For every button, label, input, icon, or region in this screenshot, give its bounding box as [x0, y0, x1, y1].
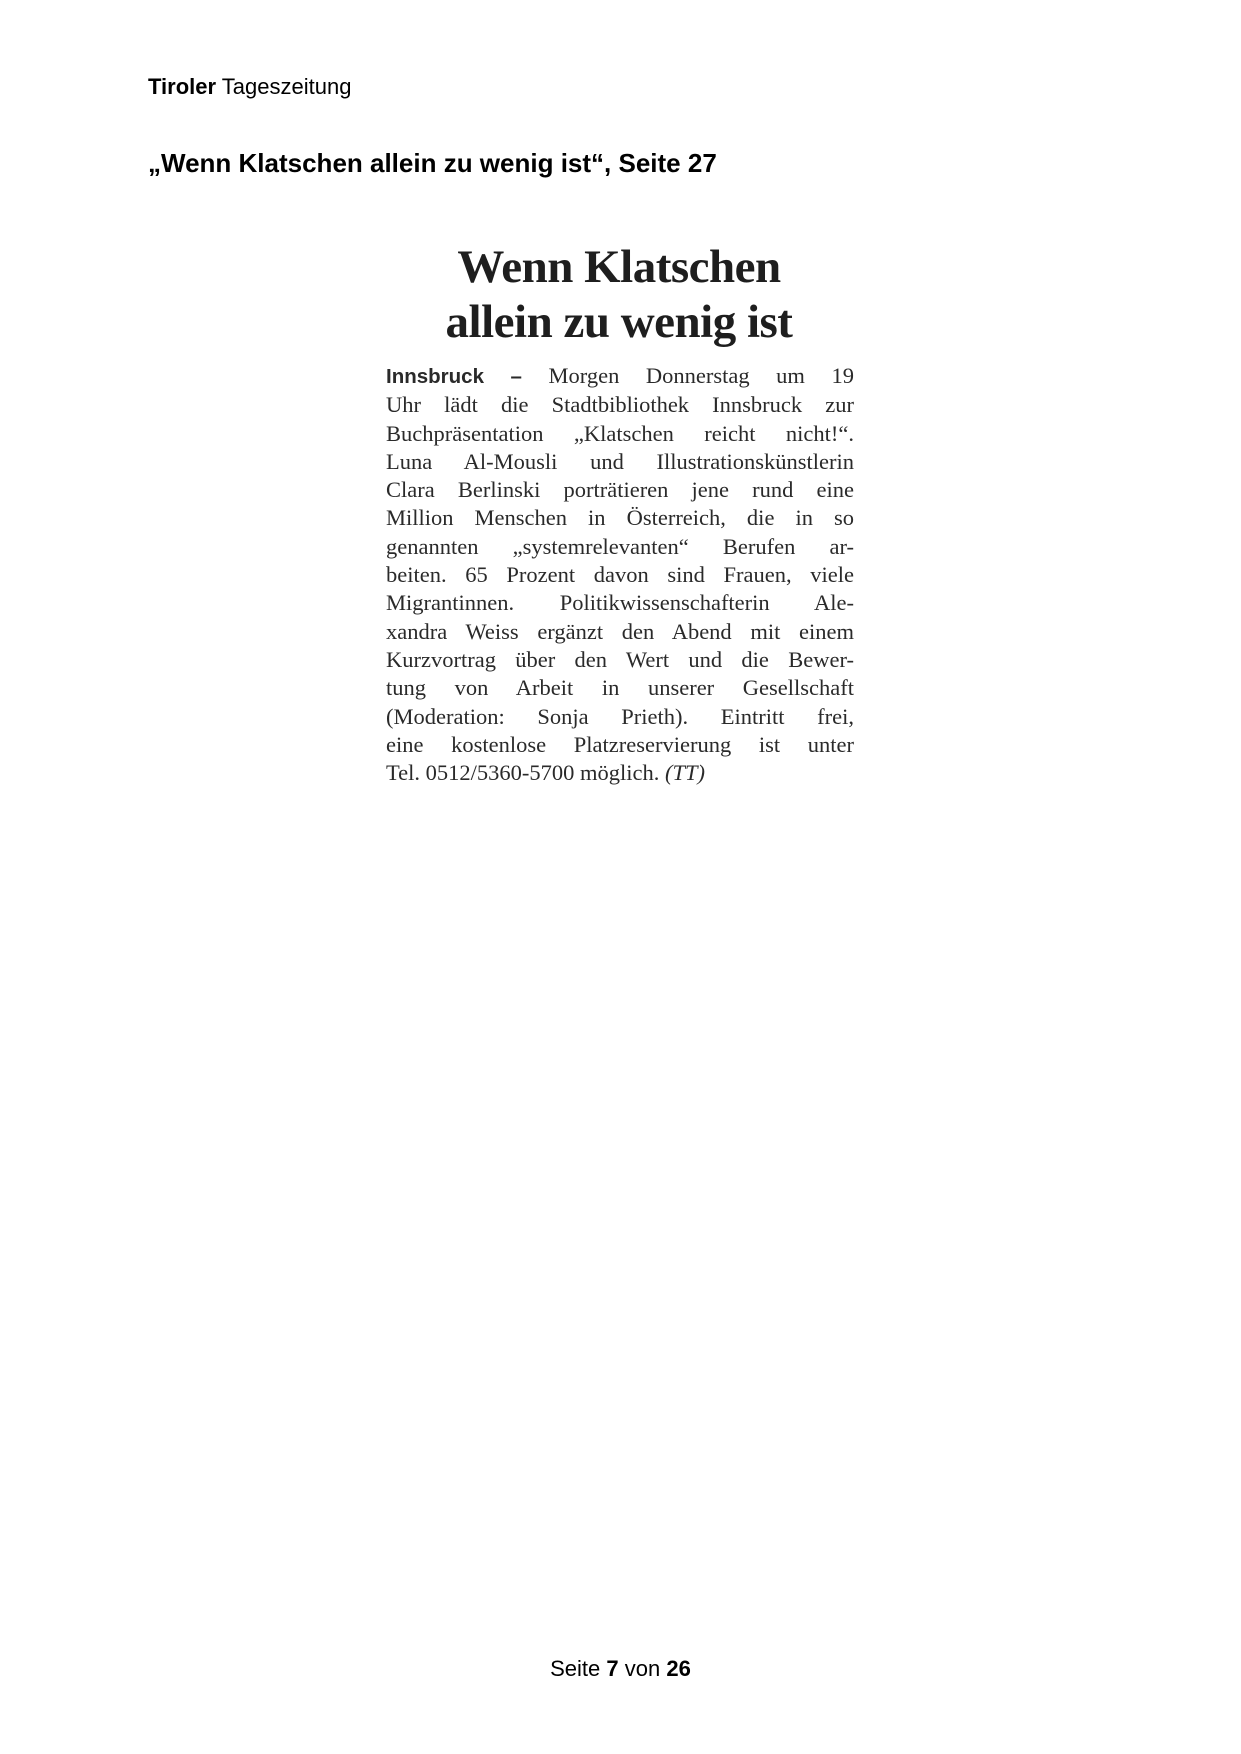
headline-line: allein zu wenig ist	[445, 296, 793, 348]
article-headline	[384, 240, 854, 350]
article-line: genannten „systemrelevanten“ Berufen ar-	[386, 533, 854, 559]
publication-name-regular: Tageszeitung	[221, 74, 352, 99]
page-number	[0, 1656, 1241, 1682]
publication-name-bold: Tiroler	[148, 74, 217, 99]
article-line: Clara Berlinski porträtieren jene rund eine	[386, 477, 854, 503]
article-line	[386, 759, 854, 787]
headline-line: Wenn Klatschen	[457, 241, 781, 293]
article-line: xandra Weiss ergänzt den Abend mit einem	[386, 618, 854, 644]
article-line-text: Tel. 0512/5360-5700 möglich.	[386, 760, 660, 786]
publication-name	[148, 74, 351, 100]
article-line: beiten. 65 Prozent davon sind Frauen, viele	[386, 562, 854, 588]
dateline-dash: –	[510, 365, 522, 388]
article-line: Million Menschen in Österreich, die in so	[386, 505, 854, 531]
document-heading: „Wenn Klatschen allein zu wenig ist“, Seite 27	[148, 148, 717, 178]
article-line: Buchpräsentation „Klatschen reicht nicht!“.	[386, 420, 854, 446]
page-number-separator: von	[624, 1656, 661, 1681]
newspaper-clipping	[384, 240, 854, 787]
article-line: Kurzvortrag über den Wert und die Bewer-	[386, 646, 854, 672]
article-line: Migrantinnen. Politikwissenschafterin Ale-	[386, 590, 854, 616]
article-body	[386, 362, 854, 787]
article-line: eine kostenlose Platzreservierung ist unter	[386, 731, 854, 757]
article-line: Uhr lädt die Stadtbibliothek Innsbruck zur	[386, 392, 854, 418]
article-line: (Moderation: Sonja Prieth). Eintritt frei,	[386, 703, 854, 729]
article-dateline: Innsbruck	[386, 365, 484, 388]
article-line: Luna Al-Mousli und Illustrationskünstlerin	[386, 448, 854, 474]
article-line	[386, 362, 854, 391]
article-line: tung von Arbeit in unserer Gesellschaft	[386, 675, 854, 701]
total-pages: 26	[666, 1656, 691, 1681]
page-number-prefix: Seite	[550, 1656, 601, 1681]
current-page: 7	[606, 1656, 619, 1681]
article-line-text: Morgen Donnerstag um 19	[548, 363, 854, 388]
article-credit: (TT)	[665, 760, 706, 786]
